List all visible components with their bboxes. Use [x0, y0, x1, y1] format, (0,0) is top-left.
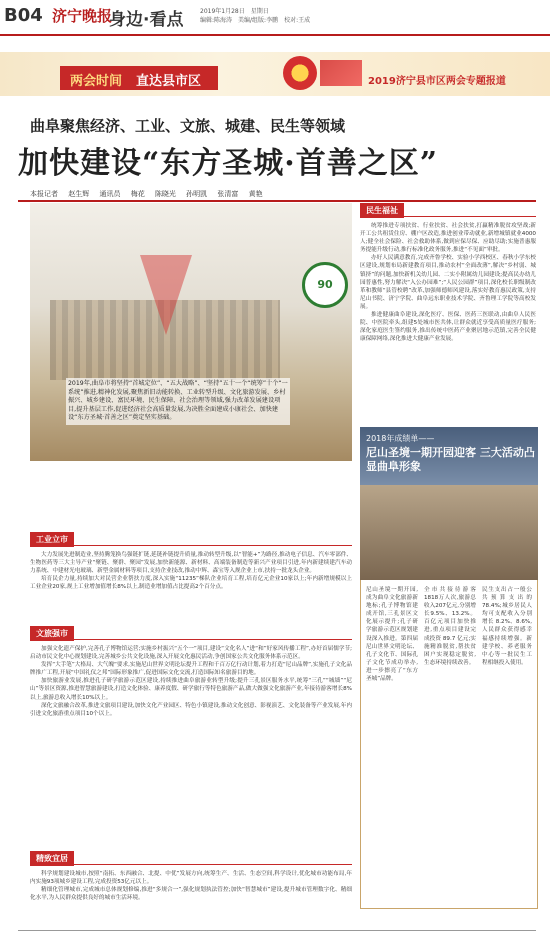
national-emblem-icon [283, 56, 317, 90]
section-header-minsheng: 民生福祉 [360, 203, 404, 218]
achievement-kicker: 2018年成绩单—— [366, 434, 435, 443]
paragraph: 推进健康曲阜建设,深化医疗、医保、医药三医联动,由曲阜人民医院、中医院牵头,组建5处城市医共体,让群众就近享受高质量医疗服务;深化家庭医生签约服务,推出传统中医药产业聚居地示范镇,完善全民健康保障网络,深化推进大健康产业发展。 [360, 312, 536, 343]
footer-rule [18, 930, 536, 931]
achievement-col-3: 民生支出占一般公共预算支出的 78.4%;城乡居民人均可支配收入分别增长 8.2%、8.6%,人民群众获得感幸福感持续增强。新建学校、养老服务中心等一批民生工程相继投入使用。 [482, 587, 532, 666]
issue-date: 2019年1月28日 星期日 [200, 8, 269, 15]
byline-item: 通讯员 [99, 190, 121, 198]
paragraph: 统筹推进专项扶贫、行业扶贫、社会扶贫,打赢精准脱贫攻坚战;新开工公共租赁住房、棚户区改造,推进创业带动就业,新增城镇就业4000人;健全社会保险、社会救助体系,做到应保尽保、应助尽助;实施普惠服务提能升级行动,推行标准化政务服务,推进“不见面”审批。 [360, 223, 536, 254]
achievement-title: 尼山圣境一期开园迎客 三大活动凸显曲阜形象 [366, 446, 535, 473]
gongye-body [30, 551, 352, 591]
wenlv-body [30, 645, 352, 718]
minsheng-body [360, 222, 536, 343]
byline-item: 张清富 [217, 190, 239, 198]
nishan-photo [360, 485, 538, 580]
issue-meta [200, 7, 310, 25]
section-header-wenlv: 文旅强市 [30, 626, 74, 641]
section-rule [30, 864, 352, 865]
section-header-chengshi: 精致宜居 [30, 851, 74, 866]
headline-rule [18, 200, 536, 202]
paragraph: 深化文旅融合改革,推进文旅项目建设,加快文化产业园区、特色小镇建设,推动文化创意、影视演艺、文化装备等产业发展,年内引进文化旅游重点项目10个以上。 [30, 702, 352, 717]
photo-caption: 2019年,曲阜市将坚持“首城定位”、“五大战略”、“坚持”五十一个“统筹”十个“一系统”推进,精神化发展,聚焦新旧动能转换、工业转型升级、文化旅游发展、乡村振兴、城乡建设、富民环境、民生保障、社会治理等领域,强力改革发展建设项目,提升基层工作,促进经济社会高质量发展,为决胜全面建成小康社会、加快建设“东方圣城·首善之区”奠定坚实基础。 [66, 378, 290, 425]
map-pin-graphic [140, 255, 192, 335]
paragraph: 精细化管理城市,完成城市总体规划修编,推进“多规合一”,强化规划执法管控;加快“智慧城市”建设,提升城市管理数字化、精细化水平,为人民群众提供良好的城市生活环境。 [30, 887, 352, 902]
byline-item: 本报记者 [30, 190, 58, 198]
issue-editors: 编辑:陈海涛 美编/组版:李鹏 校对:王成 [200, 17, 311, 24]
banner-special-label: 2019济宁县市区两会专题报道 [368, 76, 506, 87]
section-rule [30, 639, 352, 640]
byline-item: 黄艳 [248, 190, 263, 198]
anniversary-badge: 90 [302, 262, 348, 308]
paragraph: 培育民企力量,持续加大对民营企业帮扶力度,深入实施“11235”梯队企业培育工程,培育亿元企业10家以上;年内新增规模以上工业企业20家,规上工业增加值增长8%以上,制造业增加值占比提高2个百分点。 [30, 576, 352, 591]
byline-item: 赵生辉 [68, 190, 90, 198]
paragraph: 科学规划建设城市,按照“南拓、东西融合、北提、中优”发展方向,统筹生产、生活、生态空间,科学设计,优化城市功能布局,年内实施93项城乡建设工程,完成投资53亿元以上。 [30, 871, 352, 886]
byline-item: 孙明凯 [186, 190, 208, 198]
section-name: 身边·看点 [109, 10, 184, 30]
achievement-col-2: 全市共接待游客1818万人次,旅游总收入207亿元,分别增长9.5%、13.2%。百亿元项目加快推进,重点项目建设完成投资 89.7 亿元;实施精准脱贫,帮扶贫困户实现稳定脱贫,生态环境持续改善。 [424, 587, 476, 666]
paragraph: 加快旅游业发展,推进孔子研学旅游示范区建设,持续推进曲阜旅游业转型升级;提升三孔景区服务水平,统筹“三孔”“城墙”“尼山”等景区资源,推进智慧旅游建设,打造文化体验、康养度假、研学旅行等特色旅游产品,做大做强文化旅游产业,年接待游客增长8%以上,旅游总收入增长10%以上。 [30, 678, 352, 701]
section-rule [30, 545, 352, 546]
banner-left-label: 两会时间 [70, 74, 123, 89]
section-header-gongye: 工业立市 [30, 532, 74, 547]
achievement-col-1: 尼山圣境一期开园,成为曲阜文化旅游新地标;孔子博物馆建成开馆,三孔景区文化展示提升;孔子研学旅游示范区规划建设深入推进。第四届尼山世界文明论坛、孔子文化节、国际孔子文化节成功举办,进一步擦亮了“东方圣城”品牌。 [366, 587, 418, 683]
bylines [30, 189, 271, 199]
paragraph: 发挥“大手笔”大格局、大气魄“要求,实施尼山世界文明论坛提升工程和千百万亿行动计划,着力打造“尼山品牌”,实施孔子文化品牌推广工程,开展“中国礼仪之邦”国际形象推广,促进国际文化交流,打造国际知名旅游目的地。 [30, 662, 352, 677]
flag-decoration-icon [320, 60, 362, 86]
headline-title: 加快建设“东方圣城·首善之区” [18, 146, 438, 181]
banner-right-label: 直达县市区 [136, 74, 202, 89]
headline-kicker: 曲阜聚焦经济、工业、文旅、城建、民生等领域 [30, 117, 346, 135]
byline-item: 陈晓光 [154, 190, 176, 198]
paragraph: 办好人民满意教育,完成齐鲁学校、实验小学西校区、春秋小学东校区建设,规划布局新建教育项目,推动农村“全面改薄”,解决“乡村弱、城镇挤”的问题,加快新机关幼儿园、二实小附属幼儿园建设;提高民办幼儿园普惠性,努力解决“入公办园难”;“人民公园群”项目,深化校长职级制改革和教师“县管校聘”改革,加强师德师风建设,落实好教育惠民政策,支持尼山书院、济宁学院、曲阜远东职业技术学院、齐鲁理工学院等高校发展。 [360, 255, 536, 310]
section-rule [360, 216, 536, 217]
chengshi-body [30, 870, 352, 902]
paragraph: 大力发展先进制造业,坚持腾笼换鸟强链扩链,延链补链提升质量,推动转型升级,以“智能+”为路径,推动电子信息、汽车零部件、生物医药等三大主导产业“聚链、聚群、聚园”发展,加快新能源、新材料、高端装备制造等新兴产业项目引进,年内新建续建汽车动力系统、中建材光电玻璃、新型金属材料等项目,支持企业技改,推动中辉、森宝等入规企业上市,扶持一批龙头企业。 [30, 552, 352, 575]
page-number: B04 [4, 5, 43, 26]
byline-item: 梅花 [130, 190, 145, 198]
newspaper-logo: 济宁晚报 [52, 7, 113, 25]
paragraph: 加强文化遗产保护,完善孔子博物馆运营;实施乡村振兴“五个一”项目,建设“文化名人”进“和”好家风传播工程”,办好首届儒学节;启动市民文化中心规划建设,完善城乡公共文化设施,深入开展文化惠民活动,争创国家公共文化服务体系示范区。 [30, 646, 352, 661]
